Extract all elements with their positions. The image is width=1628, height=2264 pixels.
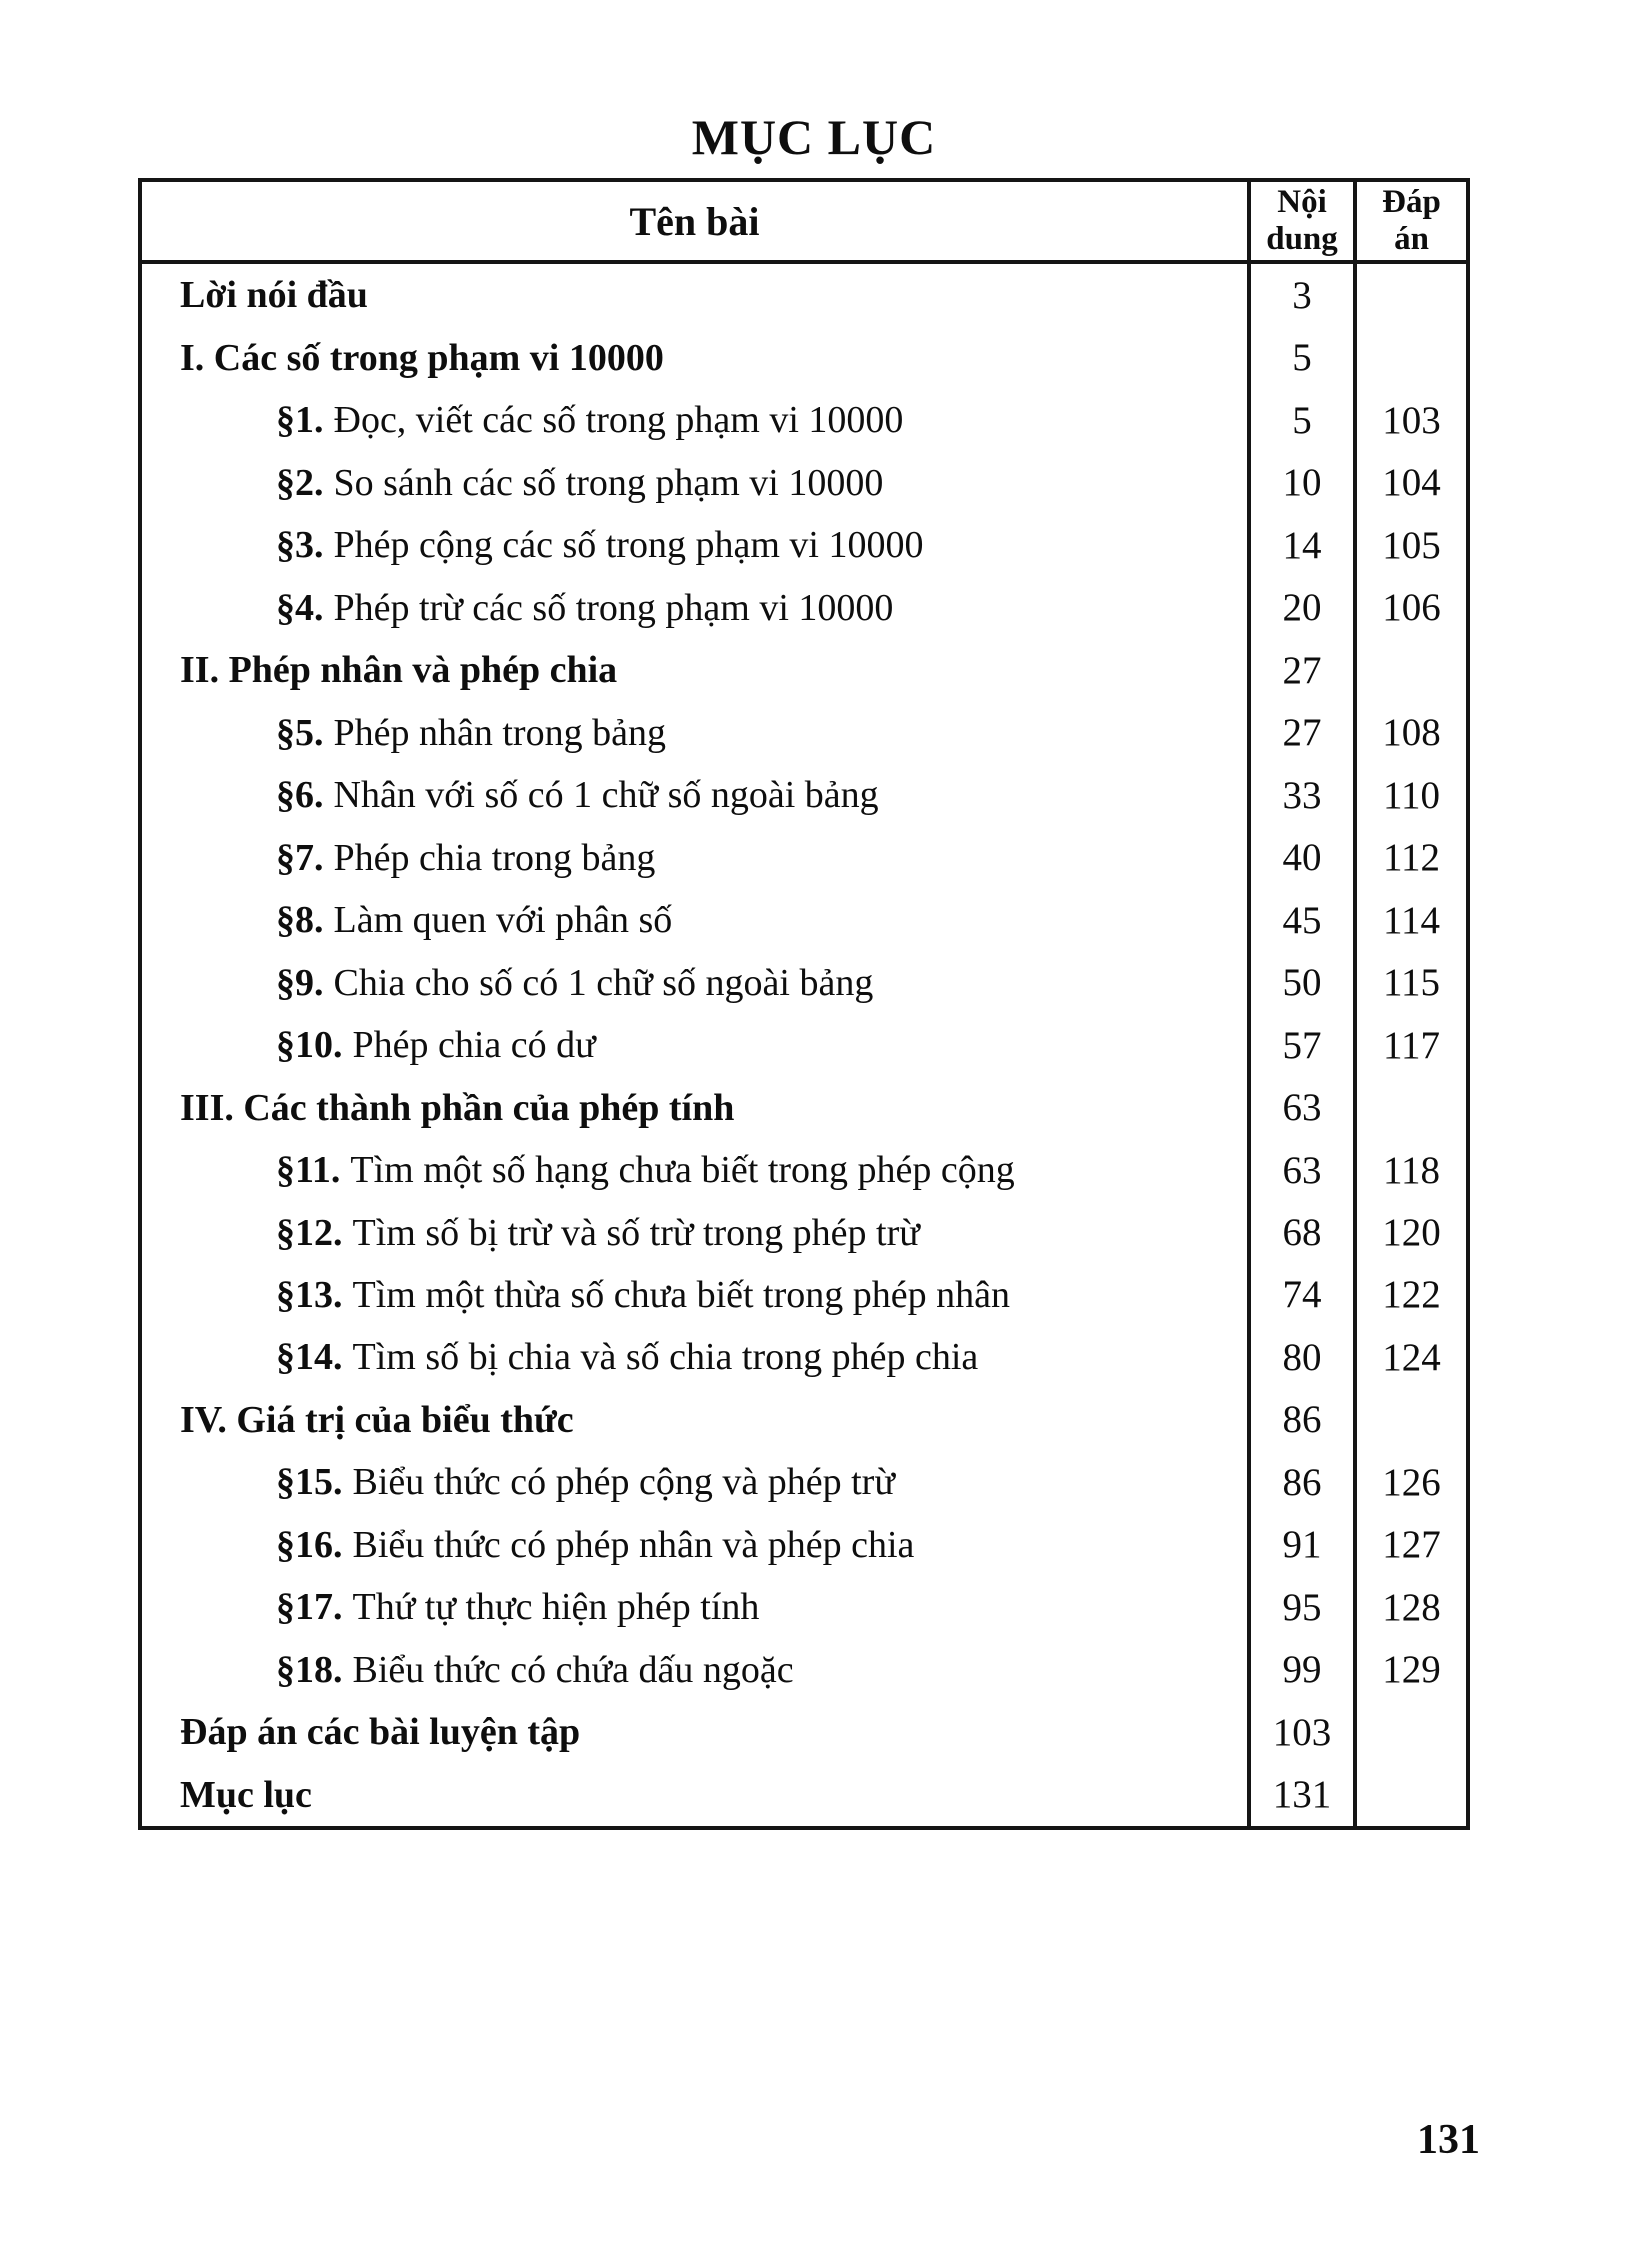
row-content-page: 45	[1247, 889, 1353, 951]
row-answer-page: 104	[1353, 451, 1466, 513]
toc-row	[142, 1014, 1466, 1076]
row-content-page: 91	[1247, 1514, 1353, 1576]
row-label	[142, 1201, 1247, 1263]
toc-row	[142, 1576, 1466, 1638]
row-label	[142, 326, 1247, 388]
row-section-prefix: §18.	[276, 1648, 343, 1691]
row-content-page: 57	[1247, 1014, 1353, 1076]
row-section-prefix: §16.	[276, 1523, 343, 1566]
row-content-page: 14	[1247, 514, 1353, 576]
row-answer-page: 124	[1353, 1326, 1466, 1388]
row-label	[142, 701, 1247, 763]
row-label	[142, 889, 1247, 951]
toc-row	[142, 639, 1466, 701]
row-title-text: III. Các thành phần của phép tính	[180, 1086, 735, 1129]
toc-row	[142, 1201, 1466, 1263]
row-section-prefix: §8.	[276, 899, 324, 942]
page-title: MỤC LỤC	[691, 109, 937, 165]
row-title-text: Phép chia có dư	[352, 1024, 596, 1067]
row-answer-page	[1353, 326, 1466, 388]
toc-table	[138, 178, 1470, 1830]
row-title-text: Mục lục	[180, 1773, 312, 1816]
row-answer-page	[1353, 639, 1466, 701]
row-title-text: Tìm một thừa số chưa biết trong phép nhân	[352, 1273, 1011, 1316]
toc-row	[142, 1076, 1466, 1138]
row-label	[142, 1076, 1247, 1138]
row-content-page: 5	[1247, 389, 1353, 451]
row-content-page: 86	[1247, 1451, 1353, 1513]
row-label	[142, 951, 1247, 1013]
row-content-page: 27	[1247, 701, 1353, 763]
header-noi-dung: Nội dung	[1247, 182, 1353, 260]
footer-page-number: 131	[1417, 2117, 1480, 2163]
row-answer-page: 110	[1353, 764, 1466, 826]
row-content-page: 10	[1247, 451, 1353, 513]
toc-row	[142, 326, 1466, 388]
row-answer-page: 127	[1353, 1514, 1466, 1576]
row-answer-page: 129	[1353, 1639, 1466, 1701]
toc-row	[142, 701, 1466, 763]
row-title-text: Biểu thức có chứa dấu ngoặc	[352, 1648, 794, 1691]
row-label	[142, 1264, 1247, 1326]
row-answer-page: 118	[1353, 1139, 1466, 1201]
row-label	[142, 1701, 1247, 1763]
row-section-prefix: §4.	[276, 586, 324, 629]
toc-row	[142, 1389, 1466, 1451]
row-content-page: 68	[1247, 1201, 1353, 1263]
row-title-text: IV. Giá trị của biểu thức	[180, 1398, 574, 1441]
row-answer-page	[1353, 1389, 1466, 1451]
toc-row	[142, 1139, 1466, 1201]
row-label	[142, 576, 1247, 638]
toc-row	[142, 576, 1466, 638]
toc-row	[142, 1451, 1466, 1513]
row-section-prefix: §9.	[276, 961, 324, 1004]
row-title-text: Chia cho số có 1 chữ số ngoài bảng	[333, 961, 874, 1004]
row-answer-page: 126	[1353, 1451, 1466, 1513]
row-content-page: 50	[1247, 951, 1353, 1013]
row-title-text: Thứ tự thực hiện phép tính	[352, 1586, 760, 1629]
row-section-prefix: §3.	[276, 524, 324, 567]
row-label	[142, 826, 1247, 888]
row-answer-page: 120	[1353, 1201, 1466, 1263]
row-answer-page	[1353, 1764, 1466, 1826]
toc-row	[142, 514, 1466, 576]
row-section-prefix: §2.	[276, 461, 324, 504]
row-label	[142, 1139, 1247, 1201]
row-section-prefix: §10.	[276, 1024, 343, 1067]
row-answer-page	[1353, 1701, 1466, 1763]
row-title-text: Biểu thức có phép nhân và phép chia	[352, 1523, 915, 1566]
row-answer-page: 103	[1353, 389, 1466, 451]
row-section-prefix: §1.	[276, 399, 324, 442]
toc-row	[142, 389, 1466, 451]
row-title-text: Đáp án các bài luyện tập	[180, 1711, 581, 1754]
row-label	[142, 389, 1247, 451]
row-content-page: 27	[1247, 639, 1353, 701]
row-section-prefix: §11.	[276, 1149, 341, 1192]
row-section-prefix: §13.	[276, 1273, 343, 1316]
row-content-page: 40	[1247, 826, 1353, 888]
row-content-page: 33	[1247, 764, 1353, 826]
toc-row	[142, 1264, 1466, 1326]
row-answer-page: 108	[1353, 701, 1466, 763]
row-label	[142, 639, 1247, 701]
row-title-text: Phép chia trong bảng	[333, 836, 656, 879]
row-content-page: 20	[1247, 576, 1353, 638]
row-answer-page	[1353, 264, 1466, 326]
row-answer-page: 106	[1353, 576, 1466, 638]
row-label	[142, 264, 1247, 326]
row-label	[142, 1389, 1247, 1451]
toc-rows	[142, 264, 1466, 1826]
row-title-text: Phép nhân trong bảng	[333, 711, 666, 754]
row-answer-page: 114	[1353, 889, 1466, 951]
row-label	[142, 1451, 1247, 1513]
row-title-text: Tìm số bị trừ và số trừ trong phép trừ	[352, 1211, 920, 1254]
row-label	[142, 764, 1247, 826]
row-title-text: II. Phép nhân và phép chia	[180, 649, 618, 692]
toc-row	[142, 826, 1466, 888]
row-content-page: 5	[1247, 326, 1353, 388]
row-answer-page: 112	[1353, 826, 1466, 888]
row-section-prefix: §14.	[276, 1336, 343, 1379]
row-label	[142, 1764, 1247, 1826]
row-answer-page: 128	[1353, 1576, 1466, 1638]
row-title-text: Biểu thức có phép cộng và phép trừ	[352, 1461, 895, 1504]
row-title-text: Lời nói đầu	[180, 274, 368, 317]
row-content-page: 63	[1247, 1139, 1353, 1201]
toc-row	[142, 1326, 1466, 1388]
row-content-page: 99	[1247, 1639, 1353, 1701]
toc-table-header	[142, 182, 1466, 264]
row-title-text: Phép cộng các số trong phạm vi 10000	[333, 524, 924, 567]
toc-row	[142, 1764, 1466, 1826]
row-answer-page: 105	[1353, 514, 1466, 576]
row-content-page: 131	[1247, 1764, 1353, 1826]
toc-row	[142, 1639, 1466, 1701]
row-label	[142, 451, 1247, 513]
row-label	[142, 1576, 1247, 1638]
toc-row	[142, 951, 1466, 1013]
row-title-text: Nhân với số có 1 chữ số ngoài bảng	[333, 774, 879, 817]
row-label	[142, 1326, 1247, 1388]
toc-row	[142, 764, 1466, 826]
row-answer-page: 115	[1353, 951, 1466, 1013]
toc-row	[142, 451, 1466, 513]
row-answer-page: 117	[1353, 1014, 1466, 1076]
toc-row	[142, 1514, 1466, 1576]
row-label	[142, 1514, 1247, 1576]
toc-row	[142, 889, 1466, 951]
row-label	[142, 1014, 1247, 1076]
header-ten-bai: Tên bài	[629, 198, 760, 244]
row-content-page: 74	[1247, 1264, 1353, 1326]
row-section-prefix: §5.	[276, 711, 324, 754]
row-content-page: 95	[1247, 1576, 1353, 1638]
row-content-page: 63	[1247, 1076, 1353, 1138]
toc-row	[142, 1701, 1466, 1763]
row-answer-page	[1353, 1076, 1466, 1138]
header-dap-an: Đáp án	[1353, 182, 1466, 260]
row-section-prefix: §15.	[276, 1461, 343, 1504]
row-title-text: Đọc, viết các số trong phạm vi 10000	[333, 399, 904, 442]
row-title-text: Phép trừ các số trong phạm vi 10000	[333, 586, 894, 629]
row-title-text: Làm quen với phân số	[333, 899, 673, 942]
row-title-text: Tìm một số hạng chưa biết trong phép cộng	[350, 1149, 1015, 1192]
row-title-text: Tìm số bị chia và số chia trong phép chia	[352, 1336, 979, 1379]
row-section-prefix: §7.	[276, 836, 324, 879]
row-section-prefix: §17.	[276, 1586, 343, 1629]
toc-row	[142, 264, 1466, 326]
row-answer-page: 122	[1353, 1264, 1466, 1326]
row-label	[142, 514, 1247, 576]
row-section-prefix: §12.	[276, 1211, 343, 1254]
row-label	[142, 1639, 1247, 1701]
row-content-page: 86	[1247, 1389, 1353, 1451]
row-content-page: 103	[1247, 1701, 1353, 1763]
row-content-page: 80	[1247, 1326, 1353, 1388]
row-section-prefix: §6.	[276, 774, 324, 817]
row-title-text: I. Các số trong phạm vi 10000	[180, 336, 664, 379]
row-title-text: So sánh các số trong phạm vi 10000	[333, 461, 884, 504]
row-content-page: 3	[1247, 264, 1353, 326]
